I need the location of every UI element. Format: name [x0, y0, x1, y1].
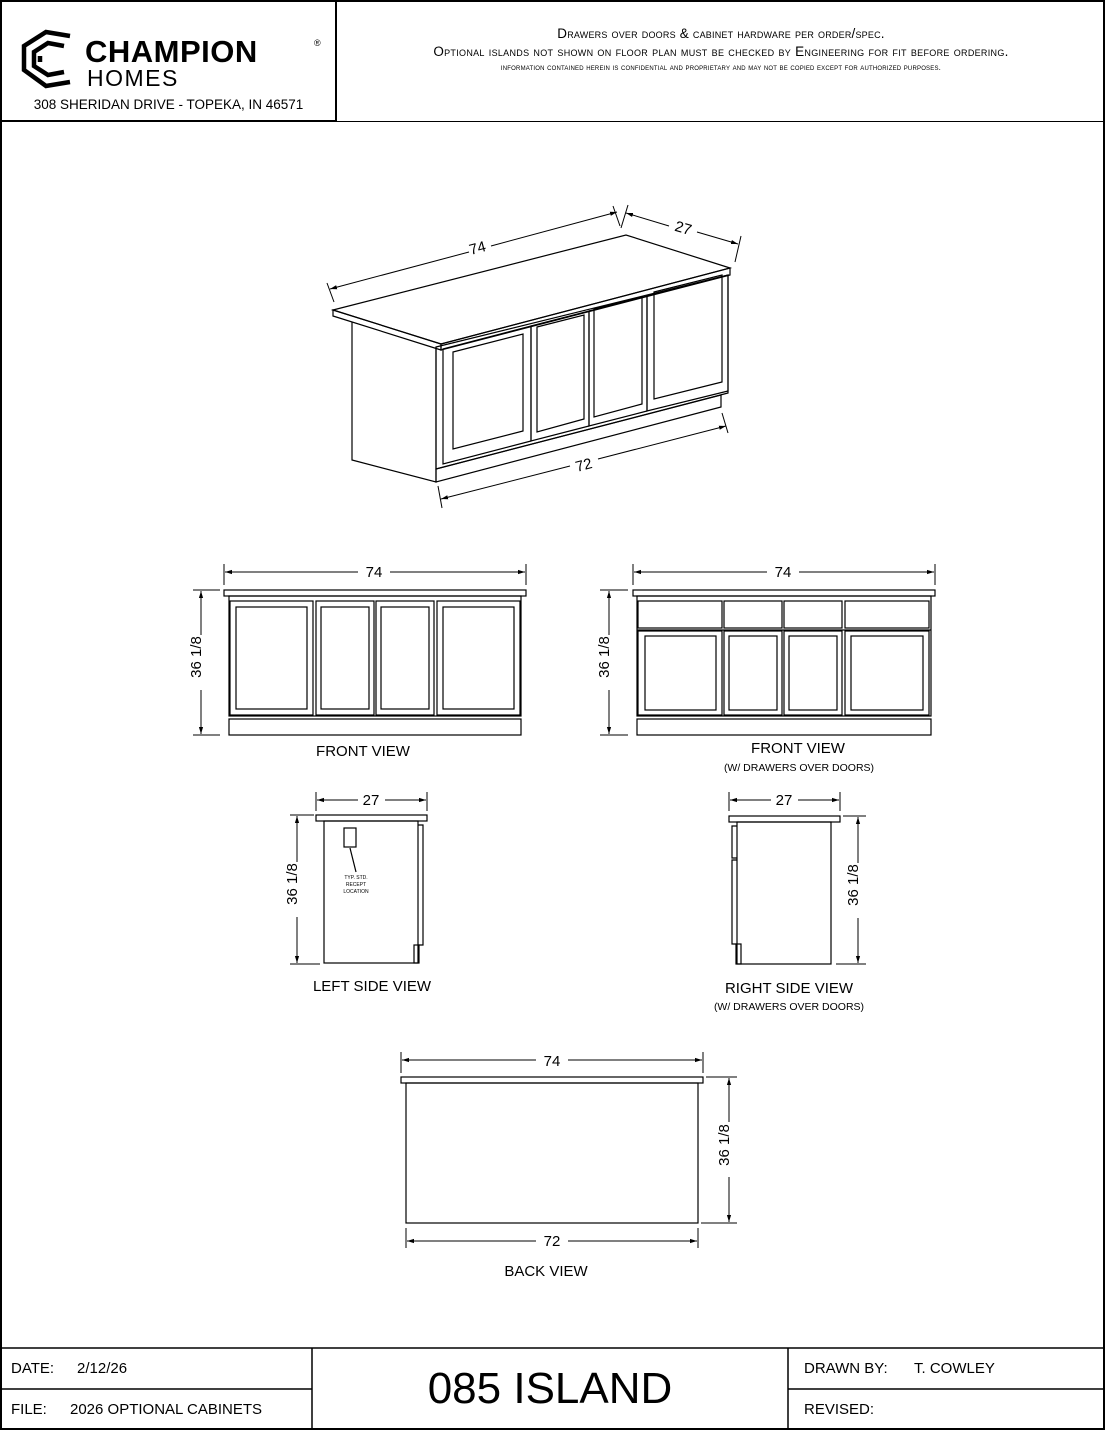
- date-label: DATE:: [11, 1360, 55, 1377]
- file-label: FILE:: [11, 1401, 47, 1418]
- front-door-2-panel: [321, 607, 369, 709]
- ls-body: [324, 821, 418, 963]
- ls-dim-width: 27: [362, 792, 380, 809]
- fd-drawer-2: [724, 601, 782, 628]
- back-dim-bottom: 72: [543, 1233, 561, 1250]
- fd-door-1-panel: [645, 636, 716, 710]
- rs-dim-height: 36 1/8: [845, 864, 862, 906]
- left-side-view: [316, 815, 427, 963]
- callout-line-1: TYP. STD.: [344, 875, 368, 881]
- front-dim-height: 36 1/8: [188, 636, 205, 678]
- fd-door-3: [784, 631, 842, 715]
- front-door-2: [316, 601, 374, 715]
- note-line-1: Drawers over doors & cabinet hardware per order/spec.: [557, 26, 885, 41]
- ls-dim-height: 36 1/8: [284, 863, 301, 905]
- rs-view-sublabel: (W/ DRAWERS OVER DOORS): [713, 1001, 865, 1013]
- champion-logo-mark: [24, 32, 70, 86]
- note-line-3: information contained herein is confidential and proprietary and may not be copied except for authorized purposes.: [500, 63, 942, 72]
- door-1-panel: [453, 334, 523, 449]
- front-cabinet-body: [229, 596, 521, 716]
- iso-dimensions: [327, 205, 741, 508]
- front-door-3: [376, 601, 434, 715]
- rs-body: [737, 822, 831, 964]
- front-door-3-panel: [381, 607, 429, 709]
- ls-door-edge: [418, 825, 423, 945]
- rs-door-edge: [732, 860, 737, 944]
- fd-drawer-1: [638, 601, 722, 628]
- back-dim-height: 36 1/8: [716, 1124, 733, 1166]
- door-3: [589, 296, 647, 426]
- back-dim-top: 74: [543, 1053, 561, 1070]
- iso-dim-top-depth: 27: [672, 218, 694, 239]
- cabinet-side: [352, 322, 436, 482]
- iso-dim-base-length: 72: [573, 455, 595, 476]
- drawing-title: 085 ISLAND: [427, 1364, 673, 1413]
- front-door-4: [437, 601, 520, 715]
- company-address: 308 SHERIDAN DRIVE - TOPEKA, IN 46571: [33, 97, 304, 112]
- drawn-by-value: T. COWLEY: [914, 1360, 995, 1377]
- door-4-panel: [654, 275, 722, 399]
- cabinet-front: [436, 275, 728, 469]
- receptacle: [344, 828, 356, 847]
- company-sub: HOMES: [87, 65, 179, 91]
- front-dim-width: 74: [365, 564, 383, 581]
- front-view: [224, 590, 526, 735]
- fd-view-label: FRONT VIEW: [751, 740, 845, 757]
- fd-drawer-3: [784, 601, 842, 628]
- fd-door-4-panel: [851, 636, 923, 710]
- note-line-2: Optional islands not shown on floor plan must be checked by Engineering for fit before ordering.: [433, 44, 1009, 59]
- rs-view-label: RIGHT SIDE VIEW: [724, 980, 854, 997]
- fd-dim-width: 74: [774, 564, 792, 581]
- date-value: 2/12/26: [77, 1360, 128, 1377]
- door-2-panel: [537, 315, 584, 432]
- rs-dim-width: 27: [775, 792, 793, 809]
- iso-dim-top-length: 74: [467, 238, 488, 259]
- file-value: 2026 OPTIONAL CABINETS: [70, 1401, 263, 1418]
- fd-door-2: [724, 631, 782, 715]
- fd-door-2-panel: [729, 636, 777, 710]
- door-3-panel: [594, 297, 642, 417]
- rs-countertop: [729, 816, 840, 822]
- header-notes: [337, 26, 1105, 72]
- revised-label: REVISED:: [804, 1401, 875, 1418]
- company-name: CHAMPION: [85, 34, 258, 69]
- countertop-left-edge: [333, 310, 441, 350]
- fd-door-4: [845, 631, 929, 715]
- right-side-view: [729, 816, 840, 964]
- front-view-label: FRONT VIEW: [316, 743, 410, 760]
- front-door-1-panel: [236, 607, 307, 709]
- back-dimensions: [401, 1052, 737, 1248]
- back-body: [406, 1083, 698, 1223]
- fd-toe-kick: [637, 719, 931, 735]
- fd-door-3-panel: [789, 636, 837, 710]
- front-door-1: [230, 601, 313, 715]
- front-door-4-panel: [443, 607, 514, 709]
- callout-line-3: LOCATION: [343, 889, 369, 895]
- fd-drawer-4: [845, 601, 929, 628]
- drawn-by-label: DRAWN BY:: [804, 1360, 888, 1377]
- front-drawers-view: [633, 590, 935, 735]
- rs-drawer-edge: [732, 826, 737, 858]
- fd-door-1: [638, 631, 722, 715]
- front-toe-kick: [229, 719, 521, 735]
- back-countertop: [401, 1077, 703, 1083]
- door-2: [531, 311, 589, 441]
- registered-mark: ®: [314, 38, 321, 48]
- fd-countertop: [633, 590, 935, 596]
- callout-line-2: RECEPT: [345, 882, 367, 888]
- ls-view-label: LEFT SIDE VIEW: [312, 978, 432, 995]
- door-1: [443, 326, 531, 464]
- back-view: [401, 1077, 703, 1223]
- back-view-label: BACK VIEW: [504, 1263, 588, 1280]
- fd-view-sublabel: (W/ DRAWERS OVER DOORS): [723, 762, 875, 774]
- fd-dim-height: 36 1/8: [596, 636, 613, 678]
- front-countertop: [224, 590, 526, 596]
- ls-countertop: [316, 815, 427, 821]
